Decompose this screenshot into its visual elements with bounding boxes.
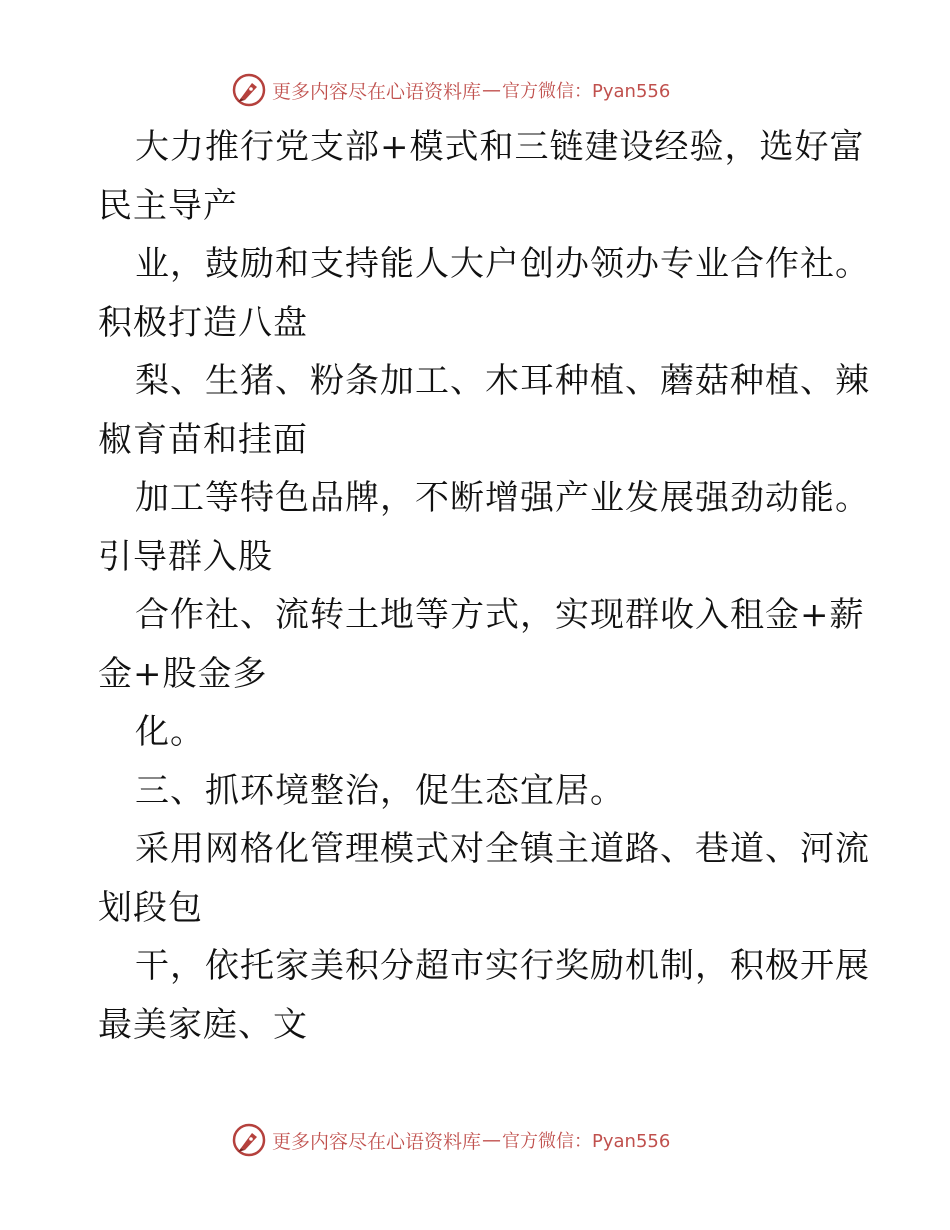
text-line: 化。 [135, 712, 205, 752]
text-line: 采用网格化管理模式对全镇主道路、巷道、河流 [135, 829, 870, 869]
watermark-wechat: 官方微信：Pyan556 [502, 1131, 671, 1152]
watermark-text: 更多内容尽在心语资料库 [272, 1130, 482, 1153]
text-line: 大力推行党支部+模式和三链建设经验，选好富 [135, 127, 865, 167]
text-line: 积极打造八盘 [98, 302, 308, 343]
text-line: 梨、生猪、粉条加工、木耳种植、蘑菇种植、辣 [135, 361, 870, 401]
text-line: 干，依托家美积分超市实行奖励机制，积极开展 [135, 946, 870, 986]
text-line: 民主导产 [98, 185, 238, 226]
watermark-separator: — [482, 79, 502, 101]
text-line: 业，鼓励和支持能人大户创办领办专业合作社。 [135, 244, 870, 284]
section-heading: 三、抓环境整治，促生态宜居。 [135, 770, 625, 811]
text-line: 划段包 [98, 887, 203, 928]
text-line: 引导群入股 [98, 536, 273, 577]
text-line: 加工等特色品牌，不断增强产业发展强劲动能。 [135, 478, 870, 518]
text-line: 椒育苗和挂面 [98, 419, 308, 460]
footer-watermark [232, 1120, 670, 1160]
header-watermark [232, 70, 670, 110]
watermark-wechat: 官方微信：Pyan556 [502, 81, 671, 102]
text-line: 最美家庭、文 [98, 1004, 308, 1045]
pen-nib-logo-icon [232, 73, 266, 107]
watermark-separator: — [482, 1129, 502, 1151]
document-body [98, 118, 870, 1054]
pen-nib-logo-icon [232, 1123, 266, 1157]
text-line: 合作社、流转土地等方式，实现群收入租金+薪 [135, 595, 865, 635]
text-line: 金+股金多 [98, 653, 268, 694]
watermark-text: 更多内容尽在心语资料库 [272, 80, 482, 103]
